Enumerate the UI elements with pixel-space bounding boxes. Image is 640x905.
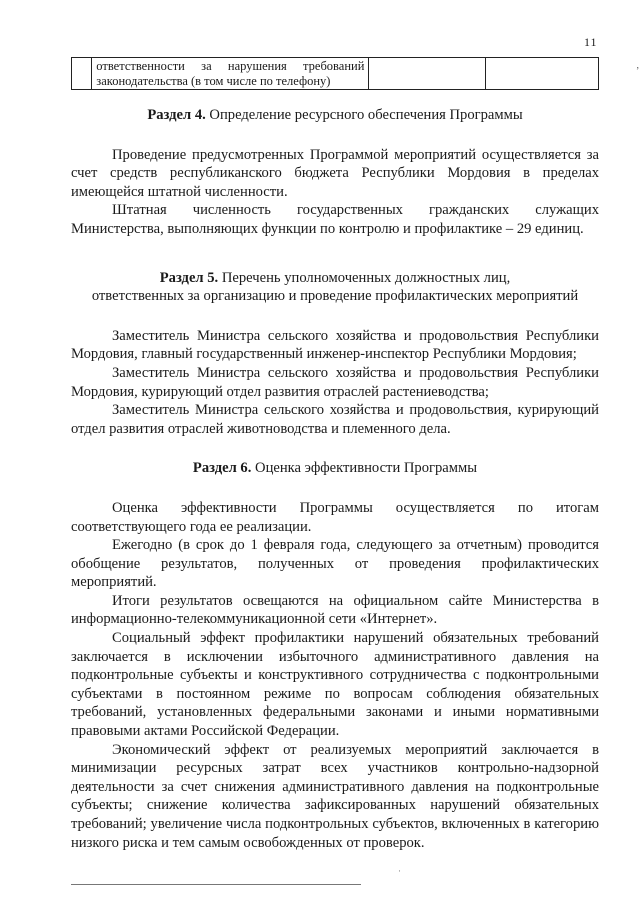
section6-heading: [71, 459, 599, 478]
section6-paragraph: Экономический эффект от реализуемых мероприятий заключается в минимизации ресурсных затрат всех участников контрольно-надзорной деятельности за счет снижения административного давления на подконтрольные субъекты; снижение количества зафиксированных нарушений обязательных требований; увеличение числа подконтрольных субъектов, включенных в категорию низкого риска и тем самым освобожденных от проверок.: [71, 741, 599, 851]
table-cell-text: [92, 58, 369, 90]
section5-paragraph: Заместитель Министра сельского хозяйства и продовольствия Республики Мордовия, курирующий отдел развития отраслей растениеводства;: [71, 364, 599, 400]
section4-paragraph: Проведение предусмотренных Программой мероприятий осуществляется за счет средств республиканского бюджета Республики Мордовия в пределах имеющейся штатной численности.: [71, 146, 599, 200]
table-cell-number: [72, 58, 92, 90]
table-word: за: [201, 59, 212, 73]
margin-mark: ’: [636, 66, 640, 77]
section4-paragraph: Штатная численность государственных гражданских служащих Министерства, выполняющих функции по контролю и профилактике – 29 единиц.: [71, 202, 599, 237]
section5-paragraph: Заместитель Министра сельского хозяйства и продовольствия, курирующий отдел развития отраслей животноводства и племенного дела.: [71, 402, 599, 437]
scan-dot: ·: [398, 866, 401, 876]
table-cell-line2: законодательства (в том числе по телефону): [96, 74, 331, 88]
table-cell-empty: [486, 58, 599, 90]
section6-title: Оценка эффективности Программы: [251, 460, 478, 477]
section4-label: Раздел 4.: [147, 107, 206, 123]
section4-heading: [71, 106, 599, 125]
section5-title-line1: Перечень уполномоченных должностных лиц,: [218, 269, 511, 286]
table-word: нарушения: [227, 59, 287, 73]
continuation-table: [71, 57, 599, 90]
table-row: [72, 58, 599, 90]
document-body: [71, 106, 599, 852]
section5-paragraph: Заместитель Министра сельского хозяйства и продовольствия Республики Мордовия, главный государственный инженер-инспектор Республики Мордовия;: [71, 327, 599, 363]
table-cell-empty: [369, 58, 486, 90]
footer-rule: [71, 884, 361, 885]
section5-title-line2: ответственных за организацию и проведение профилактических мероприятий: [91, 288, 579, 305]
table-cell-line1: [96, 59, 364, 74]
section6-paragraph: Социальный эффект профилактики нарушений обязательных требований заключается в исключении избыточного административного давления на подконтрольные субъекты и конструктивного сотрудничества с подконтрольными субъектами в постоянном режиме по вопросам соблюдения обязательных требований, установленных федеральными законами и иными нормативными правовыми актами Российской Федерации.: [71, 630, 599, 740]
section5-label: Раздел 5.: [159, 269, 219, 286]
page-number: 11: [584, 35, 598, 49]
table-word: ответственности: [96, 59, 185, 73]
section6-paragraph: Оценка эффективности Программы осуществляется по итогам соответствующего года ее реализации.: [71, 499, 599, 535]
section6-label: Раздел 6.: [192, 460, 252, 477]
section4-title: Определение ресурсного обеспечения Программы: [205, 107, 523, 123]
section6-paragraph: Ежегодно (в срок до 1 февраля года, следующего за отчетным) проводится обобщение результатов, полученных от проведения профилактических мероприятий.: [71, 537, 599, 591]
section5-heading: [71, 269, 599, 306]
table-word: требований: [303, 59, 365, 73]
section6-paragraph: Итоги результатов освещаются на официальном сайте Министерства в информационно-телекоммуникационной сети «Интернет».: [71, 592, 599, 628]
